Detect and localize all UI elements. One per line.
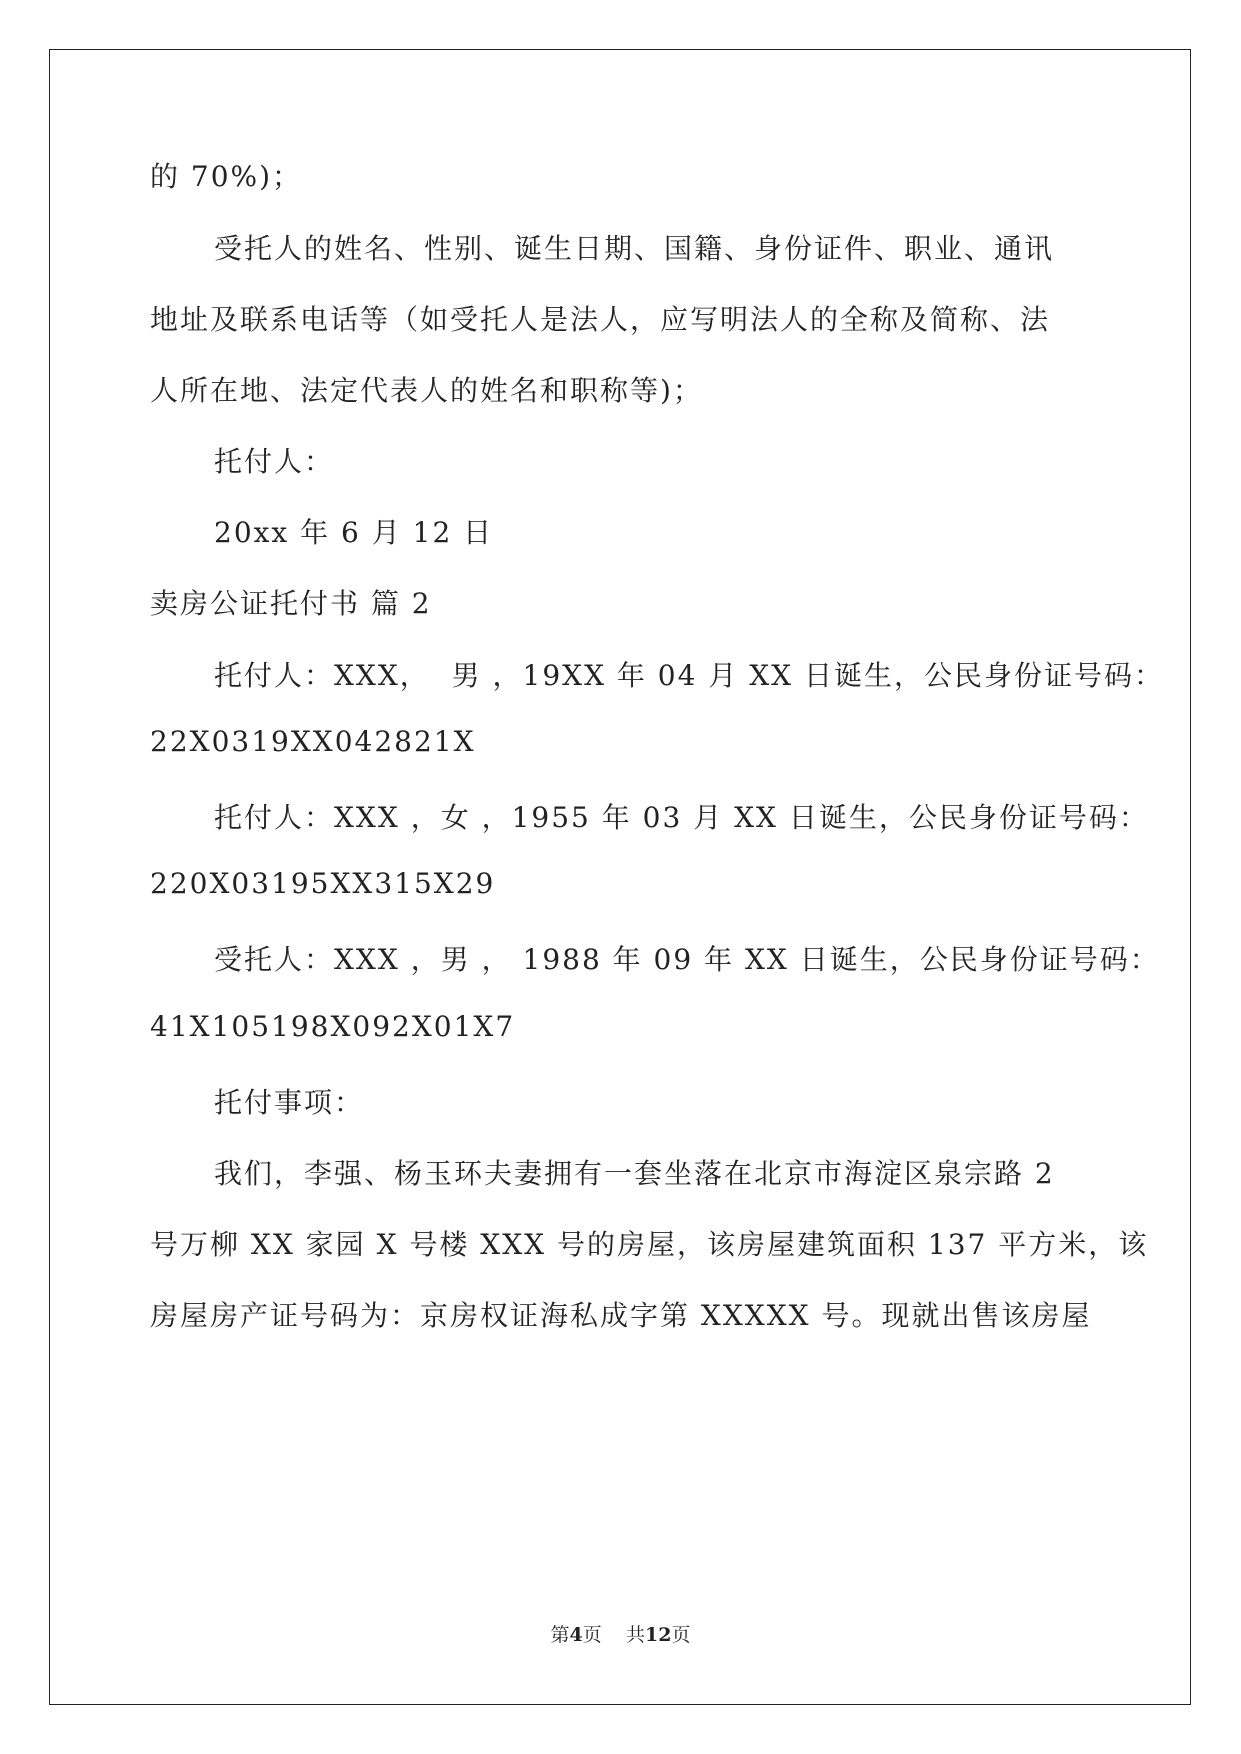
- text-line-4: 人所在地、法定代表人的姓名和职称等)；: [150, 374, 703, 407]
- text-line-16: 号万柳 XX 家园 X 号楼 XXX 号的房屋，该房屋建筑面积 137 平方米，该: [150, 1228, 1149, 1261]
- text-line-1: 的 70%)；: [150, 160, 303, 193]
- total-prefix: 共: [625, 1624, 645, 1646]
- text-line-17: 房屋房产证号码为：京房权证海私成字第 XXXXX 号。现就出售该房屋: [150, 1299, 1092, 1332]
- section-heading: 卖房公证托付书 篇 2: [150, 587, 432, 620]
- text-line-10: 托付人：XXX ，女 ，1955 年 03 月 XX 日诞生，公民身份证号码：: [214, 801, 1149, 834]
- text-line-5: 托付人：: [214, 445, 335, 478]
- text-line-6: 20xx 年 6 月 12 日: [214, 516, 494, 549]
- page-suffix: 页: [582, 1624, 602, 1646]
- page-number: 4: [569, 1624, 583, 1646]
- text-line-3: 地址及联系电话等（如受托人是法人，应写明法人的全称及简称、法: [150, 303, 1051, 336]
- text-line-8: 托付人：XXX， 男 ，19XX 年 04 月 XX 日诞生，公民身份证号码：: [214, 659, 1164, 692]
- text-line-11: 220X03195XX315X29: [150, 867, 496, 900]
- text-line-14: 托付事项：: [214, 1086, 365, 1119]
- total-suffix: 页: [671, 1624, 691, 1646]
- text-line-2: 受托人的姓名、性别、诞生日期、国籍、身份证件、职业、通讯: [214, 232, 1055, 265]
- text-line-9: 22X0319XX042821X: [150, 725, 476, 758]
- text-line-15: 我们，李强、杨玉环夫妻拥有一套坐落在北京市海淀区泉宗路 2: [214, 1157, 1055, 1190]
- page-footer: [0, 1620, 1241, 1647]
- text-line-13: 41X105198X092X01X7: [150, 1010, 516, 1043]
- total-pages: 12: [644, 1624, 672, 1646]
- text-line-12: 受托人：XXX ，男 ， 1988 年 09 年 XX 日诞生，公民身份证号码：: [214, 943, 1160, 976]
- page-prefix: 第: [550, 1624, 570, 1646]
